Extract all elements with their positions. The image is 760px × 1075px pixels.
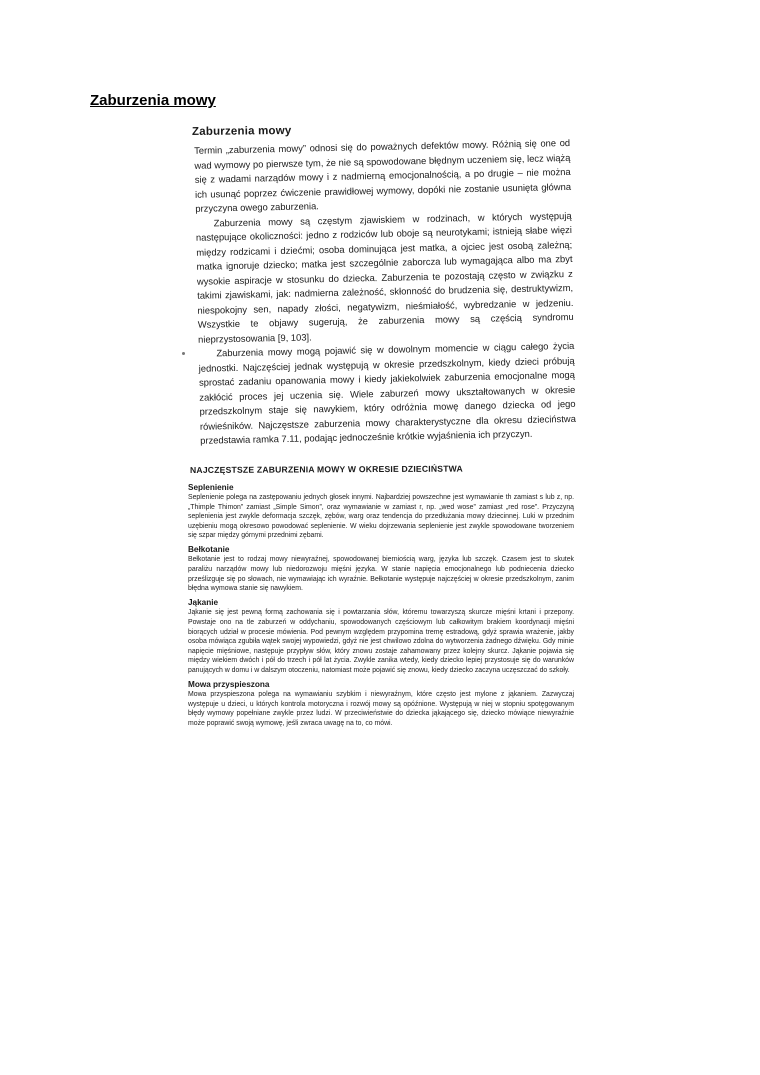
body-text (186, 136, 580, 449)
scanned-page (186, 120, 574, 910)
entry-text: Jąkanie się jest pewną formą zachowania się i powtarzania słów, któremu towarzyszą skurcze mięśni krtani i przepony. Powstaje ono na tle zaburzeń w oddychaniu, spowodowanych częściowym lub całkowitym brakiem koordynacji mięśni biorących udział w procesie mówienia. Pod pewnym względem przypomina tremę estradową, gdyż sprawia wrażenie, jakby osoba mówiąca zgubiła wątek swojej wypowiedzi, gdyż nie jest chwilowo zdolna do wytworzenia żadnego dźwięku. Gdy minie napięcie mięśniowe, następuje przypływ słów, który znowu zostaje zahamowany przez kolejny skurcz. Jąkanie pojawia się między wiekiem dwóch i pół do trzech i pół lat życia. Zwykle zanika wtedy, kiedy dziecko lepiej przystosuje się do warunków panujących w domu i w dalszym otoczeniu, natomiast może pojawić się znowu, kiedy dziecko zaczyna uczęszczać do szkoły. (188, 609, 574, 674)
paragraph: Termin „zaburzenia mowy” odnosi się do poważnych defektów mowy. Różnią się one od wad wymowy po pierwsze tym, że nie są spowodowane błędnym uczeniem się, lecz wiążą się z wadami narządów mowy i z nadmierną emocjonalnością, a po drugie – nie można ich usunąć poprzez ćwiczenie prawidłowej wymowy, dopóki nie zostanie usunięta główna przyczyna owego zaburzenia. (194, 136, 572, 214)
page-title: Zaburzenia mowy (90, 92, 216, 109)
paragraph: Zaburzenia mowy mogą pojawić się w dowolnym momencie w ciągu całego życia jednostki. Najczęściej jednak występują w okresie przedszkolnym, kiedy dzieci próbują sprostać zadaniu opanowania mowy i kiedy jakiekolwiek zaburzenia emocjonalne mogą zakłócić proces jej uczenia się. Wiele zaburzeń mowy ukształtowanych w okresie przedszkolnym staje się nawykiem, który odróżnia mowę danego dziecka od jego rówieśników. Najczęstsze zaburzenia mowy charakterystyczne dla okresu dzieciństwa przedstawia ramka 7.11, podając jednocześnie krótkie wyjaśnienia ich przyczyn. (198, 339, 576, 446)
box-entry (186, 598, 574, 676)
entry-text: Mowa przyspieszona polega na wymawianiu szybkim i niewyraźnym, które często jest mylone z jąkaniem. Zazwyczaj występuje u dzieci, u których kontrola motoryczna i rozwój mowy są opóźnione. Występują w niej w stopniu spotęgowanym błędy wymowy popełniane zwykle przez ludzi. W przeciwieństwie do dziecka jąkającego się, dziecko mówiące niewyraźnie może poprawić swoją wymowę, jeśli zwraca uwagę na to, co mówi. (188, 691, 574, 727)
box-title: NAJCZĘSTSZE ZABURZENIA MOWY W OKRESIE DZIECIŃSTWA (189, 463, 463, 475)
paragraph: Zaburzenia mowy są częstym zjawiskiem w rodzinach, w których występują następujące okoliczności: jedno z rodziców lub oboje są neurotykami; istnieją słabe więzi między rodzicami i dziećmi; osoba dominująca jest matka, a ojciec jest osobą zależną; matka ignoruje dziecko; matka jest szczególnie zaborcza lub wymagająca albo ma zbyt wysokie aspiracje w stosunku do dziecka. Zaburzenia te pozostają często w związku z takimi zjawiskami, jak: nadmierna zależność, skłonność do brudzenia się, destruktywizm, niespokojny sen, napady złości, negatywizm, nieśmiałość, wybredzanie w jedzeniu. Wszystkie te objawy sugerują, że zaburzenia mowy są częścią syndromu nieprzystosowania [9, 103]. (195, 209, 574, 345)
entry-title: Jąkanie (188, 597, 219, 607)
section-heading: Zaburzenia mowy (191, 124, 292, 138)
margin-mark (182, 352, 185, 355)
entry-text: Seplenienie polega na zastępowaniu jednych głosek innymi. Najbardziej powszechne jest wymawianie th zamiast s lub z, np. „Thimple Thimon” zamiast „Simple Simon”, oraz wymawianie w zamiast r, np. „wed wose” zamiast „red rose”. Przyczyną seplenienia jest zwykle deformacja szczęk, zębów, warg oraz tendencja do przedłużania mowy dziecinnej. Luki w przednim uzębieniu mogą okresowo powodować seplenienie. W wieku dojrzewania seplenienie jest zwykle spowodowane tworzeniem się szpar między górnymi przednimi zębami. (188, 494, 574, 540)
entry-title: Mowa przyspieszona (188, 679, 270, 689)
entry-title: Bełkotanie (188, 544, 230, 554)
box-entry (186, 680, 574, 729)
box-entry (186, 545, 574, 594)
entry-text: Bełkotanie jest to rodzaj mowy niewyraźnej, spowodowanej bierniością warg, języka lub szczęk. Czasem jest to skutek paraliżu narządów mowy lub niedorozwoju mięśni języka. W stanie napięcia emocjonalnego lub podniecenia dziecko prześlizguje się po słowach, nie wymawiając ich wyraźnie. Bełkotanie występuje najczęściej w okresie przedszkolnym, zanim błędna wymowa stanie się nawykiem. (188, 556, 574, 593)
box-entry (186, 483, 574, 541)
entry-title: Seplenienie (188, 482, 234, 492)
